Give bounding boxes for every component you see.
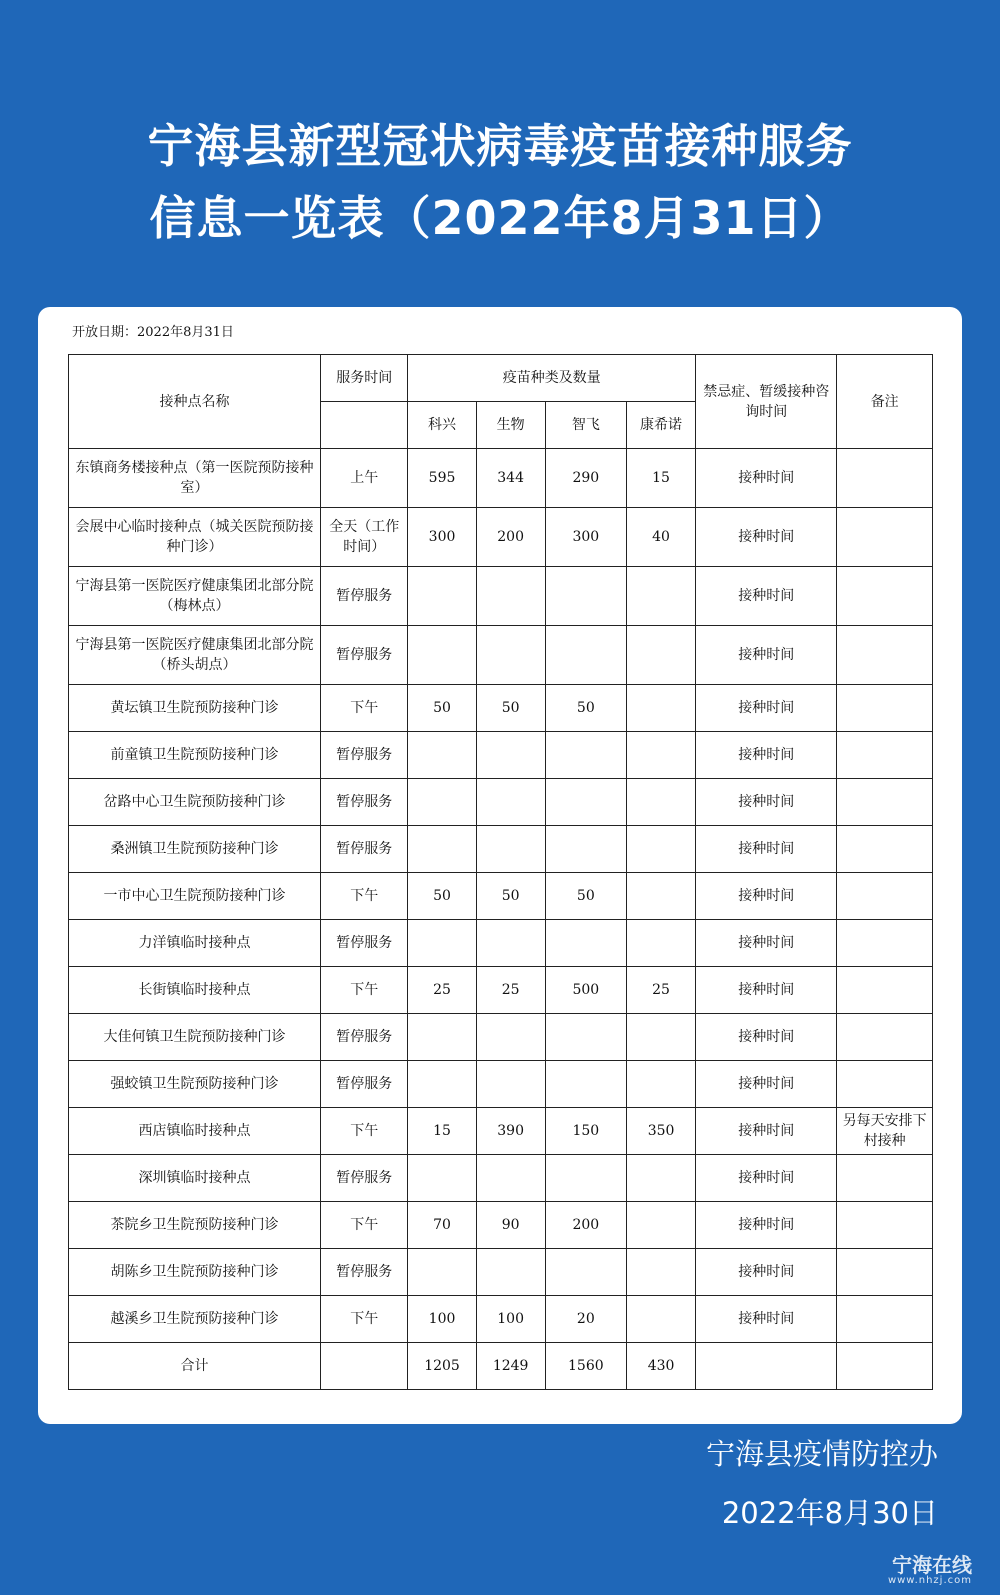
cell-kangxinuo <box>627 1061 696 1108</box>
header-zhifei: 智飞 <box>545 402 626 449</box>
cell-zhifei: 300 <box>545 508 626 567</box>
header-kangxinuo: 康希诺 <box>627 402 696 449</box>
cell-note <box>837 779 933 826</box>
cell-shengwu <box>476 1249 545 1296</box>
cell-zhifei: 50 <box>545 685 626 732</box>
cell-name: 黄坛镇卫生院预防接种门诊 <box>69 685 321 732</box>
cell-consult: 接种时间 <box>696 508 837 567</box>
cell-zhifei <box>545 1249 626 1296</box>
cell-kexing <box>408 1014 476 1061</box>
cell-name: 西店镇临时接种点 <box>69 1108 321 1155</box>
cell-time: 暂停服务 <box>321 920 408 967</box>
cell-consult: 接种时间 <box>696 626 837 685</box>
cell-kangxinuo <box>627 626 696 685</box>
cell-zhifei <box>545 826 626 873</box>
watermark <box>888 1555 972 1587</box>
cell-zhifei <box>545 1155 626 1202</box>
cell-note <box>837 626 933 685</box>
table-row <box>69 1155 933 1202</box>
cell-note <box>837 567 933 626</box>
cell-note <box>837 967 933 1014</box>
cell-kangxinuo: 25 <box>627 967 696 1014</box>
cell-time: 上午 <box>321 449 408 508</box>
cell-zhifei <box>545 1061 626 1108</box>
cell-time: 下午 <box>321 685 408 732</box>
cell-kexing <box>408 626 476 685</box>
table-row <box>69 1014 933 1061</box>
cell-kexing <box>408 1061 476 1108</box>
cell-zhifei: 290 <box>545 449 626 508</box>
total-shengwu: 1249 <box>476 1343 545 1390</box>
cell-shengwu <box>476 1014 545 1061</box>
total-time <box>321 1343 408 1390</box>
cell-kexing: 100 <box>408 1296 476 1343</box>
cell-kangxinuo <box>627 1249 696 1296</box>
watermark-brand: 宁海在线 <box>892 1553 972 1577</box>
table-row <box>69 685 933 732</box>
table-row <box>69 826 933 873</box>
footer-date: 2022年8月30日 <box>721 1496 938 1530</box>
cell-zhifei: 150 <box>545 1108 626 1155</box>
header-service-time: 服务时间 <box>321 355 408 402</box>
table-row <box>69 732 933 779</box>
cell-shengwu: 390 <box>476 1108 545 1155</box>
cell-consult: 接种时间 <box>696 1296 837 1343</box>
cell-shengwu <box>476 567 545 626</box>
table-row <box>69 1296 933 1343</box>
cell-name: 宁海县第一医院医疗健康集团北部分院（桥头胡点） <box>69 626 321 685</box>
cell-zhifei <box>545 1014 626 1061</box>
total-note <box>837 1343 933 1390</box>
title-line-1: 宁海县新型冠状病毒疫苗接种服务 <box>147 119 853 173</box>
cell-kangxinuo <box>627 685 696 732</box>
total-label: 合计 <box>69 1343 321 1390</box>
cell-time: 暂停服务 <box>321 779 408 826</box>
cell-kexing: 25 <box>408 967 476 1014</box>
header-consult: 禁忌症、暂缓接种咨询时间 <box>696 355 837 449</box>
cell-kangxinuo: 350 <box>627 1108 696 1155</box>
cell-consult: 接种时间 <box>696 567 837 626</box>
cell-kexing <box>408 567 476 626</box>
cell-kangxinuo <box>627 567 696 626</box>
header-vaccine-group: 疫苗种类及数量 <box>408 355 696 402</box>
cell-note <box>837 826 933 873</box>
table-row <box>69 779 933 826</box>
cell-shengwu <box>476 732 545 779</box>
cell-note <box>837 508 933 567</box>
table-row <box>69 508 933 567</box>
cell-kexing <box>408 732 476 779</box>
cell-consult: 接种时间 <box>696 1061 837 1108</box>
table-row <box>69 449 933 508</box>
cell-kangxinuo <box>627 1155 696 1202</box>
cell-note <box>837 732 933 779</box>
cell-kexing: 70 <box>408 1202 476 1249</box>
cell-consult: 接种时间 <box>696 1249 837 1296</box>
cell-time: 下午 <box>321 1296 408 1343</box>
table-row <box>69 1108 933 1155</box>
cell-zhifei <box>545 920 626 967</box>
cell-time: 暂停服务 <box>321 567 408 626</box>
open-date: 开放日期：2022年8月31日 <box>72 325 234 340</box>
cell-time: 下午 <box>321 967 408 1014</box>
header-service-time-blank <box>321 402 408 449</box>
cell-shengwu <box>476 1061 545 1108</box>
cell-consult: 接种时间 <box>696 967 837 1014</box>
cell-shengwu <box>476 626 545 685</box>
cell-time: 暂停服务 <box>321 1061 408 1108</box>
cell-name: 前童镇卫生院预防接种门诊 <box>69 732 321 779</box>
cell-kexing <box>408 826 476 873</box>
cell-name: 大佳何镇卫生院预防接种门诊 <box>69 1014 321 1061</box>
table-row <box>69 626 933 685</box>
cell-name: 一市中心卫生院预防接种门诊 <box>69 873 321 920</box>
cell-name: 岔路中心卫生院预防接种门诊 <box>69 779 321 826</box>
cell-note <box>837 920 933 967</box>
cell-name: 强蛟镇卫生院预防接种门诊 <box>69 1061 321 1108</box>
total-kexing: 1205 <box>408 1343 476 1390</box>
cell-kexing: 50 <box>408 685 476 732</box>
cell-kangxinuo <box>627 826 696 873</box>
header-kexing: 科兴 <box>408 402 476 449</box>
cell-zhifei: 500 <box>545 967 626 1014</box>
table-row <box>69 567 933 626</box>
cell-time: 下午 <box>321 1202 408 1249</box>
cell-name: 力洋镇临时接种点 <box>69 920 321 967</box>
cell-time: 暂停服务 <box>321 826 408 873</box>
cell-shengwu: 50 <box>476 685 545 732</box>
cell-kangxinuo: 15 <box>627 449 696 508</box>
cell-kangxinuo <box>627 920 696 967</box>
cell-note <box>837 873 933 920</box>
cell-zhifei: 20 <box>545 1296 626 1343</box>
total-consult <box>696 1343 837 1390</box>
cell-zhifei: 200 <box>545 1202 626 1249</box>
cell-time: 下午 <box>321 873 408 920</box>
cell-consult: 接种时间 <box>696 826 837 873</box>
cell-kangxinuo <box>627 732 696 779</box>
cell-consult: 接种时间 <box>696 1108 837 1155</box>
cell-name: 东镇商务楼接种点（第一医院预防接种室） <box>69 449 321 508</box>
header-name: 接种点名称 <box>69 355 321 449</box>
table-row <box>69 920 933 967</box>
cell-note <box>837 1249 933 1296</box>
cell-shengwu: 200 <box>476 508 545 567</box>
cell-consult: 接种时间 <box>696 873 837 920</box>
cell-name: 越溪乡卫生院预防接种门诊 <box>69 1296 321 1343</box>
total-zhifei: 1560 <box>545 1343 626 1390</box>
total-kangxinuo: 430 <box>627 1343 696 1390</box>
cell-note: 另每天安排下村接种 <box>837 1108 933 1155</box>
vaccination-table <box>68 354 933 1390</box>
cell-time: 暂停服务 <box>321 626 408 685</box>
table-row <box>69 1061 933 1108</box>
cell-shengwu: 25 <box>476 967 545 1014</box>
cell-kexing: 50 <box>408 873 476 920</box>
cell-name: 深圳镇临时接种点 <box>69 1155 321 1202</box>
cell-time: 暂停服务 <box>321 1249 408 1296</box>
cell-note <box>837 1202 933 1249</box>
cell-consult: 接种时间 <box>696 685 837 732</box>
cell-shengwu: 90 <box>476 1202 545 1249</box>
cell-shengwu <box>476 1155 545 1202</box>
table-row <box>69 1202 933 1249</box>
cell-time: 下午 <box>321 1108 408 1155</box>
cell-note <box>837 685 933 732</box>
cell-shengwu <box>476 826 545 873</box>
cell-kexing <box>408 1155 476 1202</box>
table-row <box>69 1249 933 1296</box>
table-row <box>69 967 933 1014</box>
watermark-url: www.nhzj.com <box>887 1575 972 1586</box>
cell-kexing <box>408 1249 476 1296</box>
page-title <box>0 110 1000 254</box>
cell-name: 桑洲镇卫生院预防接种门诊 <box>69 826 321 873</box>
cell-consult: 接种时间 <box>696 1202 837 1249</box>
cell-kexing: 595 <box>408 449 476 508</box>
table-row <box>69 873 933 920</box>
cell-note <box>837 1061 933 1108</box>
footer-org: 宁海县疫情防控办 <box>705 1437 938 1471</box>
header-shengwu: 生物 <box>476 402 545 449</box>
cell-name: 茶院乡卫生院预防接种门诊 <box>69 1202 321 1249</box>
cell-note <box>837 1155 933 1202</box>
cell-kangxinuo <box>627 1014 696 1061</box>
cell-consult: 接种时间 <box>696 732 837 779</box>
cell-shengwu: 50 <box>476 873 545 920</box>
header-note: 备注 <box>837 355 933 449</box>
cell-kexing <box>408 779 476 826</box>
cell-shengwu: 344 <box>476 449 545 508</box>
cell-name: 胡陈乡卫生院预防接种门诊 <box>69 1249 321 1296</box>
cell-consult: 接种时间 <box>696 1155 837 1202</box>
title-line-2: 信息一览表（2022年8月31日） <box>149 191 851 245</box>
cell-kangxinuo <box>627 1202 696 1249</box>
cell-consult: 接种时间 <box>696 779 837 826</box>
table-total-row <box>69 1343 933 1390</box>
cell-consult: 接种时间 <box>696 449 837 508</box>
cell-name: 会展中心临时接种点（城关医院预防接种门诊） <box>69 508 321 567</box>
cell-note <box>837 1296 933 1343</box>
cell-kangxinuo <box>627 873 696 920</box>
cell-zhifei <box>545 732 626 779</box>
cell-kexing: 300 <box>408 508 476 567</box>
cell-note <box>837 449 933 508</box>
cell-time: 暂停服务 <box>321 1155 408 1202</box>
cell-time: 暂停服务 <box>321 1014 408 1061</box>
cell-consult: 接种时间 <box>696 1014 837 1061</box>
cell-kangxinuo <box>627 779 696 826</box>
cell-kangxinuo <box>627 1296 696 1343</box>
cell-time: 全天（工作时间） <box>321 508 408 567</box>
cell-note <box>837 1014 933 1061</box>
cell-kexing: 15 <box>408 1108 476 1155</box>
cell-shengwu: 100 <box>476 1296 545 1343</box>
cell-zhifei <box>545 779 626 826</box>
cell-shengwu <box>476 920 545 967</box>
cell-consult: 接种时间 <box>696 920 837 967</box>
cell-kangxinuo: 40 <box>627 508 696 567</box>
cell-zhifei: 50 <box>545 873 626 920</box>
cell-name: 宁海县第一医院医疗健康集团北部分院（梅林点） <box>69 567 321 626</box>
cell-kexing <box>408 920 476 967</box>
cell-name: 长街镇临时接种点 <box>69 967 321 1014</box>
cell-shengwu <box>476 779 545 826</box>
cell-zhifei <box>545 626 626 685</box>
cell-zhifei <box>545 567 626 626</box>
cell-time: 暂停服务 <box>321 732 408 779</box>
